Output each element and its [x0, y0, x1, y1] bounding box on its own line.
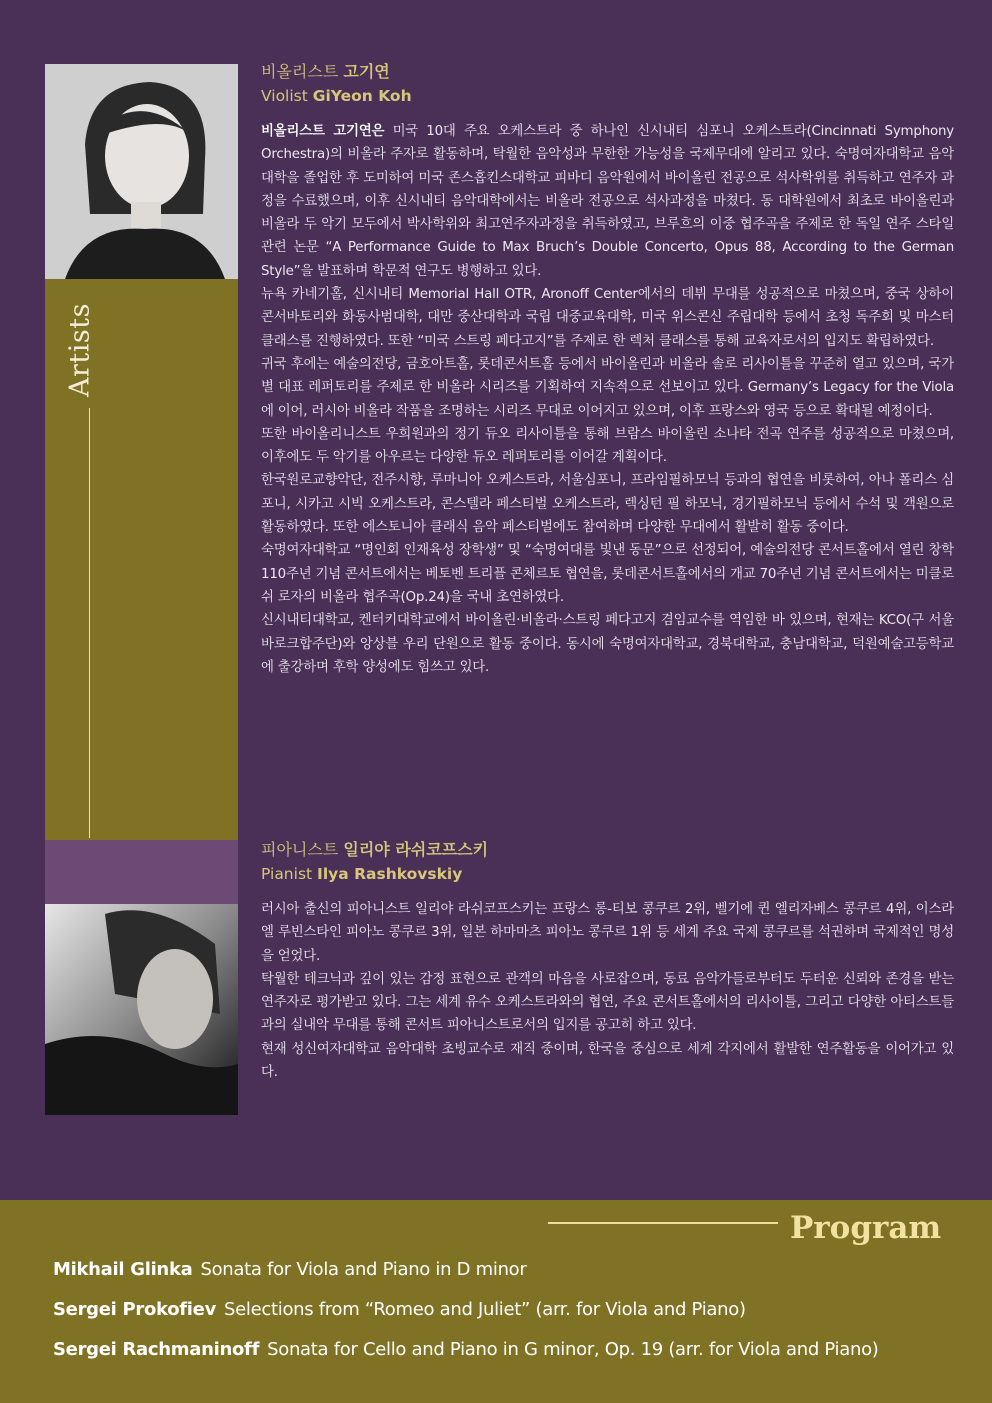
program-composer: Mikhail Glinka — [53, 1259, 193, 1280]
violist-role-ko: 비올리스트 — [261, 62, 339, 81]
pianist-role-ko: 피아니스트 — [261, 840, 339, 859]
violist-heading-korean — [261, 60, 954, 84]
program-item — [53, 1330, 973, 1370]
program-composer: Sergei Prokofiev — [53, 1299, 217, 1320]
bio-paragraph: 한국원로교향악단, 전주시향, 루마니아 오케스트라, 서울심포니, 프라임필하모닉 등과의 협연을 비롯하여, 아나 폴리스 심포니, 시카고 시빅 오케스트라, 콘스텔라 페스티벌 오케스트라, 렉싱턴 필 하모닉, 경기필하모닉 등에서 수석 및 객원으로 활동하였다. 또한 에스토니아 클래식 음악 페스티벌에도 참여하며 다양한 무대에서 활발히 활동 중이다. — [261, 473, 954, 536]
sidebar-divider — [89, 408, 90, 838]
bio-paragraph-text: 미국 10대 주요 오케스트라 중 하나인 신시내티 심포니 오케스트라(Cincinnati Symphony Orchestra)의 비올라 주자로 활동하며, 탁월한 음악성과 무한한 가능성을 국제무대에 알리고 있다. 숙명여자대학교 음악대학을 졸업한 후 도미하여 미국 존스홉킨스대학교 피바디 음악원에서 바이올린 전공으로 석사학위를 취득하고 연주자 과정을 수료했으며, 이후 신시내티 음악대학에서는 비올라 전공으로 석사과정을 마쳤다. 동 대학원에서 최초로 바이올린과 비올라 두 악기 모두에서 박사학위와 최고연주자과정을 취득하였고, 브루흐의 이중 협주곡을 주제로 한 독일 연주 스타일 관련 논문 “A Performance Guide to Max Bruch’s Double Concerto, Opus 88, According to the German Style”을 발표하며 학문적 연구도 병행하고 있다. — [261, 124, 954, 279]
program-list — [53, 1250, 973, 1370]
artists-section-label: Artists — [64, 303, 96, 397]
bio-paragraph — [261, 120, 954, 283]
violist-section — [261, 60, 954, 679]
program-composer: Sergei Rachmaninoff — [53, 1339, 260, 1360]
program-item — [53, 1250, 973, 1290]
program-work: Sonata for Viola and Piano in D minor — [200, 1259, 527, 1280]
pianist-name-ko: 일리야 라쉬코프스키 — [343, 840, 489, 859]
violist-role-en: Violist — [261, 87, 308, 105]
program-item — [53, 1290, 973, 1330]
bio-paragraph: 또한 바이올리니스트 우희원과의 정기 듀오 리사이틀을 통해 브람스 바이올린 소나타 전곡 연주를 성공적으로 마쳤으며, 이후에도 두 악기를 아우르는 다양한 듀오 레퍼토리를 이어갈 계획이다. — [261, 426, 954, 466]
violist-portrait-illustration — [45, 64, 238, 279]
bio-paragraph: 귀국 후에는 예술의전당, 금호아트홀, 롯데콘서트홀 등에서 바이올린과 비올라 솔로 리사이틀을 꾸준히 열고 있으며, 국가별 대표 레퍼토리를 주제로 한 비올라 시리즈를 기획하여 지속적으로 선보이고 있다. Germany’s Legacy for the Viola에 이어, 러시아 비올라 작품을 조명하는 시리즈 무대로 이어지고 있으며, 이후 프랑스와 영국 등으로 확대될 예정이다. — [261, 356, 954, 419]
violist-portrait-photo — [45, 64, 238, 279]
bio-lead-name: 비올리스트 고기연은 — [261, 124, 385, 139]
pianist-section — [261, 838, 954, 1084]
bio-paragraph: 탁월한 테크닉과 깊이 있는 감정 표현으로 관객의 마음을 사로잡으며, 동료 음악가들로부터도 두터운 신뢰와 존경을 받는 연주자로 평가받고 있다. 그는 세계 유수 오케스트라와의 협연, 주요 콘서트홀에서의 리사이틀, 그리고 다양한 아티스트들과의 실내악 무대를 통해 콘서트 피아니스트로서의 입지를 공고히 하고 있다. — [261, 971, 954, 1034]
pianist-portrait-photo — [45, 904, 238, 1115]
program-title: Program — [790, 1210, 942, 1246]
pianist-biography — [261, 898, 954, 1084]
sidebar-accent-stripe — [45, 840, 238, 904]
pianist-heading-korean — [261, 838, 954, 862]
pianist-portrait-illustration — [45, 904, 238, 1115]
violist-biography — [261, 120, 954, 679]
violist-name-ko: 고기연 — [343, 62, 390, 81]
bio-paragraph: 숙명여자대학교 “명인회 인재육성 장학생” 및 “숙명여대를 빛낸 동문”으로 선정되어, 예술의전당 콘서트홀에서 열린 창학 110주년 기념 콘서트에서는 베토벤 트리플 콘체르토 협연을, 롯데콘서트홀에서의 개교 70주년 기념 콘서트에서는 미클로쉬 로자의 비올라 협주곡(Op.24)을 국내 초연하였다. — [261, 543, 954, 605]
bio-paragraph: 현재 성신여자대학교 음악대학 초빙교수로 재직 중이며, 한국을 중심으로 세계 각지에서 활발한 연주활동을 이어가고 있다. — [261, 1041, 954, 1081]
bio-paragraph: 뉴욕 카네기홀, 신시내티 Memorial Hall OTR, Aronoff Center에서의 데뷔 무대를 성공적으로 마쳤으며, 중국 상하이 콘서바토리와 화동사범대학, 대만 중산대학과 국립 대중교육대학, 미국 위스콘신 주립대학 등에서 초청 독주회 및 마스터클래스를 진행하였다. 또한 “미국 스트링 페다고지”를 주제로 한 렉처 클래스를 통해 교육자로서의 입지도 확립하였다. — [261, 287, 954, 349]
program-divider — [548, 1222, 778, 1224]
program-work: Sonata for Cello and Piano in G minor, Op. 19 (arr. for Viola and Piano) — [267, 1339, 879, 1360]
bio-paragraph: 러시아 출신의 피아니스트 일리야 라쉬코프스키는 프랑스 롱-티보 콩쿠르 2위, 벨기에 퀸 엘리자베스 콩쿠르 4위, 이스라엘 루빈스타인 피아노 콩쿠르 3위, 일본 하마마츠 피아노 콩쿠르 1위 등 세계 주요 국제 콩쿠르를 석권하며 국제적인 명성을 얻었다. — [261, 902, 954, 964]
pianist-heading-english — [261, 862, 954, 886]
violist-name-en: GiYeon Koh — [312, 87, 412, 105]
pianist-role-en: Pianist — [261, 865, 313, 883]
bio-paragraph: 신시내티대학교, 켄터키대학교에서 바이올린·비올라·스트링 페다고지 겸임교수를 역임한 바 있으며, 현재는 KCO(구 서울바로크합주단)와 앙상블 우리 단원으로 활동 중이다. 동시에 숙명여자대학교, 경북대학교, 충남대학교, 덕원예술고등학교에 출강하며 후학 양성에도 힘쓰고 있다. — [261, 613, 954, 675]
pianist-name-en: Ilya Rashkovskiy — [317, 865, 463, 883]
violist-heading-english — [261, 84, 954, 108]
program-work: Selections from “Romeo and Juliet” (arr. for Viola and Piano) — [224, 1299, 746, 1320]
